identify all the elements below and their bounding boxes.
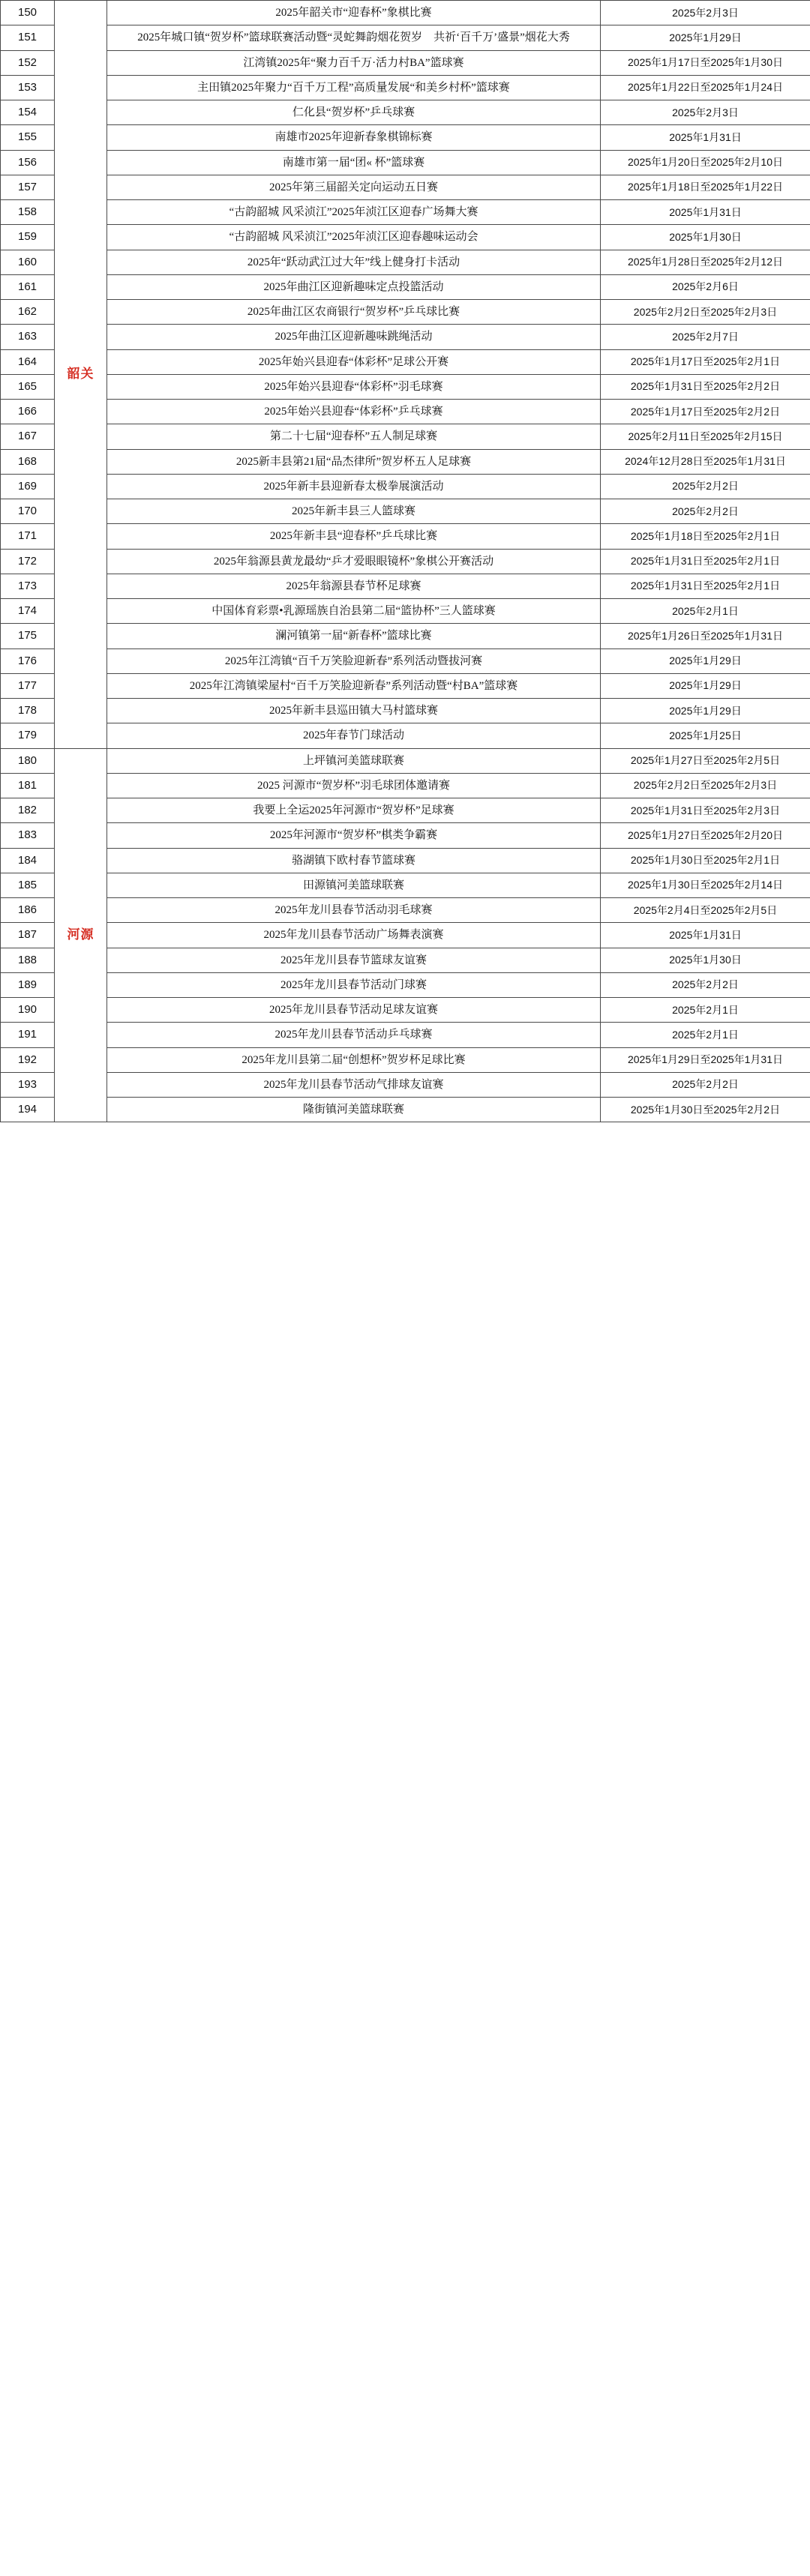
row-index: 167 (1, 424, 55, 449)
row-index: 150 (1, 1, 55, 25)
table-row (1, 823, 810, 848)
row-index: 180 (1, 748, 55, 773)
event-name: 2025年曲江区迎新趣味跳绳活动 (107, 325, 601, 349)
event-date: 2025年1月31日 (601, 125, 810, 150)
event-date: 2025年1月31日至2025年2月1日 (601, 574, 810, 598)
event-date: 2025年1月28日至2025年2月12日 (601, 250, 810, 274)
event-date: 2025年2月1日 (601, 599, 810, 624)
event-name: 2025年城口镇“贺岁杯”篮球联赛活动暨“灵蛇舞韵烟花贺岁 共祈‘百千万’盛景”烟花大秀 (107, 25, 601, 50)
table-row (1, 1047, 810, 1072)
row-index: 194 (1, 1098, 55, 1122)
event-date: 2025年1月29日 (601, 25, 810, 50)
table-row (1, 325, 810, 349)
event-date: 2025年2月11日至2025年2月15日 (601, 424, 810, 449)
event-name: 2025年始兴县迎春“体彩杯”足球公开赛 (107, 349, 601, 374)
region-cell: 韶关 (55, 1, 107, 749)
event-name: 仁化县“贺岁杯”乒乓球赛 (107, 100, 601, 125)
row-index: 160 (1, 250, 55, 274)
event-name: 2025年春节门球活动 (107, 723, 601, 748)
table-row (1, 972, 810, 997)
table-row (1, 250, 810, 274)
row-index: 179 (1, 723, 55, 748)
event-date: 2025年2月1日 (601, 1023, 810, 1047)
event-date: 2025年1月25日 (601, 723, 810, 748)
event-name: 2025年韶关市“迎春杯”象棋比赛 (107, 1, 601, 25)
row-index: 174 (1, 599, 55, 624)
table-row (1, 125, 810, 150)
event-date: 2025年1月31日至2025年2月2日 (601, 374, 810, 399)
event-name: 2025年龙川县春节活动气排球友谊赛 (107, 1072, 601, 1097)
table-row (1, 798, 810, 823)
event-name: 2025年龙川县春节篮球友谊赛 (107, 948, 601, 972)
row-index: 166 (1, 400, 55, 424)
event-date: 2025年1月31日至2025年2月3日 (601, 798, 810, 823)
event-date: 2025年2月2日至2025年2月3日 (601, 773, 810, 798)
table-row (1, 424, 810, 449)
event-schedule-sheet (0, 0, 810, 1122)
event-date: 2024年12月28日至2025年1月31日 (601, 449, 810, 474)
row-index: 153 (1, 75, 55, 100)
event-date: 2025年1月29日 (601, 673, 810, 698)
event-name: “古韵韶城 风采浈江”2025年浈江区迎春趣味运动会 (107, 225, 601, 250)
table-row (1, 150, 810, 175)
event-name: 2025年龙川县春节活动羽毛球赛 (107, 898, 601, 923)
table-row (1, 848, 810, 873)
table-row (1, 1098, 810, 1122)
table-row (1, 349, 810, 374)
event-table-body (1, 1, 810, 1122)
table-row (1, 1023, 810, 1047)
row-index: 151 (1, 25, 55, 50)
event-name: 2025年曲江区农商银行“贺岁杯”乒乓球比赛 (107, 300, 601, 325)
event-name: 2025年龙川县春节活动乒乓球赛 (107, 1023, 601, 1047)
event-name: 南雄市2025年迎新春象棋锦标赛 (107, 125, 601, 150)
row-index: 163 (1, 325, 55, 349)
event-date: 2025年1月17日至2025年2月1日 (601, 349, 810, 374)
event-name: 江湾镇2025年“聚力百千万·活力村BA”篮球赛 (107, 50, 601, 75)
event-date: 2025年2月6日 (601, 274, 810, 299)
row-index: 154 (1, 100, 55, 125)
event-date: 2025年2月2日至2025年2月3日 (601, 300, 810, 325)
event-table (0, 0, 810, 1122)
event-date: 2025年1月29日 (601, 699, 810, 723)
event-name: 2025年江湾镇梁屋村“百千万笑脸迎新春”系列活动暨“村BA”篮球赛 (107, 673, 601, 698)
event-name: 2025年“跃动武江过大年”线上健身打卡活动 (107, 250, 601, 274)
event-date: 2025年1月17日至2025年2月2日 (601, 400, 810, 424)
event-name: 2025年龙川县春节活动足球友谊赛 (107, 998, 601, 1023)
row-index: 164 (1, 349, 55, 374)
row-index: 176 (1, 648, 55, 673)
event-name: 2025年曲江区迎新趣味定点投篮活动 (107, 274, 601, 299)
row-index: 189 (1, 972, 55, 997)
event-name: 主田镇2025年聚力“百千万工程”高质量发展“和美乡村杯”篮球赛 (107, 75, 601, 100)
event-name: 2025 河源市“贺岁杯”羽毛球团体邀请赛 (107, 773, 601, 798)
event-name: 2025年龙川县春节活动门球赛 (107, 972, 601, 997)
event-name: 第二十七届“迎春杯”五人制足球赛 (107, 424, 601, 449)
event-date: 2025年2月3日 (601, 100, 810, 125)
row-index: 171 (1, 524, 55, 549)
row-index: 183 (1, 823, 55, 848)
table-row (1, 400, 810, 424)
row-index: 162 (1, 300, 55, 325)
table-row (1, 998, 810, 1023)
event-date: 2025年2月1日 (601, 998, 810, 1023)
event-date: 2025年1月31日 (601, 200, 810, 225)
row-index: 173 (1, 574, 55, 598)
event-date: 2025年1月29日至2025年1月31日 (601, 1047, 810, 1072)
table-row (1, 1072, 810, 1097)
table-row (1, 374, 810, 399)
event-name: 2025年第三届韶关定向运动五日赛 (107, 175, 601, 199)
table-row (1, 25, 810, 50)
event-date: 2025年1月29日 (601, 648, 810, 673)
event-date: 2025年1月30日 (601, 948, 810, 972)
row-index: 184 (1, 848, 55, 873)
row-index: 158 (1, 200, 55, 225)
event-date: 2025年1月18日至2025年1月22日 (601, 175, 810, 199)
event-date: 2025年2月2日 (601, 499, 810, 524)
table-row (1, 200, 810, 225)
table-row (1, 948, 810, 972)
row-index: 168 (1, 449, 55, 474)
event-name: 2025年新丰县巡田镇大马村篮球赛 (107, 699, 601, 723)
table-row (1, 75, 810, 100)
event-name: 澜河镇第一届“新春杯”篮球比赛 (107, 624, 601, 648)
table-row (1, 474, 810, 499)
event-date: 2025年2月2日 (601, 972, 810, 997)
event-name: 2025年始兴县迎春“体彩杯”羽毛球赛 (107, 374, 601, 399)
event-date: 2025年2月7日 (601, 325, 810, 349)
row-index: 170 (1, 499, 55, 524)
table-row (1, 673, 810, 698)
event-name: 隆街镇河美篮球联赛 (107, 1098, 601, 1122)
row-index: 193 (1, 1072, 55, 1097)
row-index: 169 (1, 474, 55, 499)
event-date: 2025年1月20日至2025年2月10日 (601, 150, 810, 175)
row-index: 165 (1, 374, 55, 399)
event-name: 2025年江湾镇“百千万笑脸迎新春”系列活动暨拔河赛 (107, 648, 601, 673)
event-date: 2025年1月27日至2025年2月5日 (601, 748, 810, 773)
event-name: 2025年龙川县春节活动广场舞表演赛 (107, 923, 601, 948)
table-row (1, 599, 810, 624)
table-row (1, 100, 810, 125)
event-name: 2025年新丰县三人篮球赛 (107, 499, 601, 524)
row-index: 161 (1, 274, 55, 299)
event-date: 2025年1月31日至2025年2月1日 (601, 549, 810, 574)
event-date: 2025年1月30日至2025年2月1日 (601, 848, 810, 873)
table-row (1, 923, 810, 948)
row-index: 186 (1, 898, 55, 923)
table-row (1, 699, 810, 723)
row-index: 155 (1, 125, 55, 150)
event-date: 2025年1月30日至2025年2月2日 (601, 1098, 810, 1122)
event-date: 2025年1月26日至2025年1月31日 (601, 624, 810, 648)
event-date: 2025年1月27日至2025年2月20日 (601, 823, 810, 848)
row-index: 159 (1, 225, 55, 250)
event-date: 2025年1月22日至2025年1月24日 (601, 75, 810, 100)
event-date: 2025年2月2日 (601, 474, 810, 499)
event-name: 中国体育彩票•乳源瑶族自治县第二届“篮协杯”三人篮球赛 (107, 599, 601, 624)
table-row (1, 50, 810, 75)
row-index: 156 (1, 150, 55, 175)
table-row (1, 723, 810, 748)
table-row (1, 499, 810, 524)
row-index: 187 (1, 923, 55, 948)
event-name: 上坪镇河美篮球联赛 (107, 748, 601, 773)
event-date: 2025年1月30日至2025年2月14日 (601, 873, 810, 897)
table-row (1, 524, 810, 549)
table-row (1, 873, 810, 897)
event-name: 2025新丰县第21届“品杰律所”贺岁杯五人足球赛 (107, 449, 601, 474)
region-cell: 河源 (55, 748, 107, 1122)
row-index: 182 (1, 798, 55, 823)
table-row (1, 225, 810, 250)
event-name: 我要上全运2025年河源市“贺岁杯”足球赛 (107, 798, 601, 823)
event-date: 2025年1月17日至2025年1月30日 (601, 50, 810, 75)
event-name: 2025年新丰县迎新春太极拳展演活动 (107, 474, 601, 499)
row-index: 152 (1, 50, 55, 75)
table-row (1, 1, 810, 25)
event-date: 2025年2月4日至2025年2月5日 (601, 898, 810, 923)
table-row (1, 624, 810, 648)
row-index: 190 (1, 998, 55, 1023)
event-date: 2025年2月2日 (601, 1072, 810, 1097)
event-name: 2025年翁源县黄龙最幼“乒才爱眼眼镜杯”象棋公开赛活动 (107, 549, 601, 574)
event-name: “古韵韶城 风采浈江”2025年浈江区迎春广场舞大赛 (107, 200, 601, 225)
event-date: 2025年2月3日 (601, 1, 810, 25)
event-date: 2025年1月30日 (601, 225, 810, 250)
event-name: 南雄市第一届“团« 杯”篮球赛 (107, 150, 601, 175)
table-row (1, 549, 810, 574)
event-name: 2025年新丰县“迎春杯”乒乓球比赛 (107, 524, 601, 549)
table-row (1, 449, 810, 474)
table-row (1, 175, 810, 199)
table-row (1, 748, 810, 773)
row-index: 175 (1, 624, 55, 648)
row-index: 192 (1, 1047, 55, 1072)
event-name: 骆湖镇下欧村春节篮球赛 (107, 848, 601, 873)
row-index: 157 (1, 175, 55, 199)
row-index: 191 (1, 1023, 55, 1047)
table-row (1, 648, 810, 673)
event-date: 2025年1月18日至2025年2月1日 (601, 524, 810, 549)
table-row (1, 300, 810, 325)
table-row (1, 274, 810, 299)
event-name: 2025年龙川县第二届“创想杯”贺岁杯足球比赛 (107, 1047, 601, 1072)
row-index: 177 (1, 673, 55, 698)
event-name: 2025年始兴县迎春“体彩杯”乒乓球赛 (107, 400, 601, 424)
event-name: 田源镇河美篮球联赛 (107, 873, 601, 897)
table-row (1, 898, 810, 923)
table-row (1, 574, 810, 598)
row-index: 172 (1, 549, 55, 574)
event-name: 2025年河源市“贺岁杯”棋类争霸赛 (107, 823, 601, 848)
row-index: 185 (1, 873, 55, 897)
row-index: 181 (1, 773, 55, 798)
event-name: 2025年翁源县春节杯足球赛 (107, 574, 601, 598)
table-row (1, 773, 810, 798)
event-date: 2025年1月31日 (601, 923, 810, 948)
row-index: 188 (1, 948, 55, 972)
row-index: 178 (1, 699, 55, 723)
